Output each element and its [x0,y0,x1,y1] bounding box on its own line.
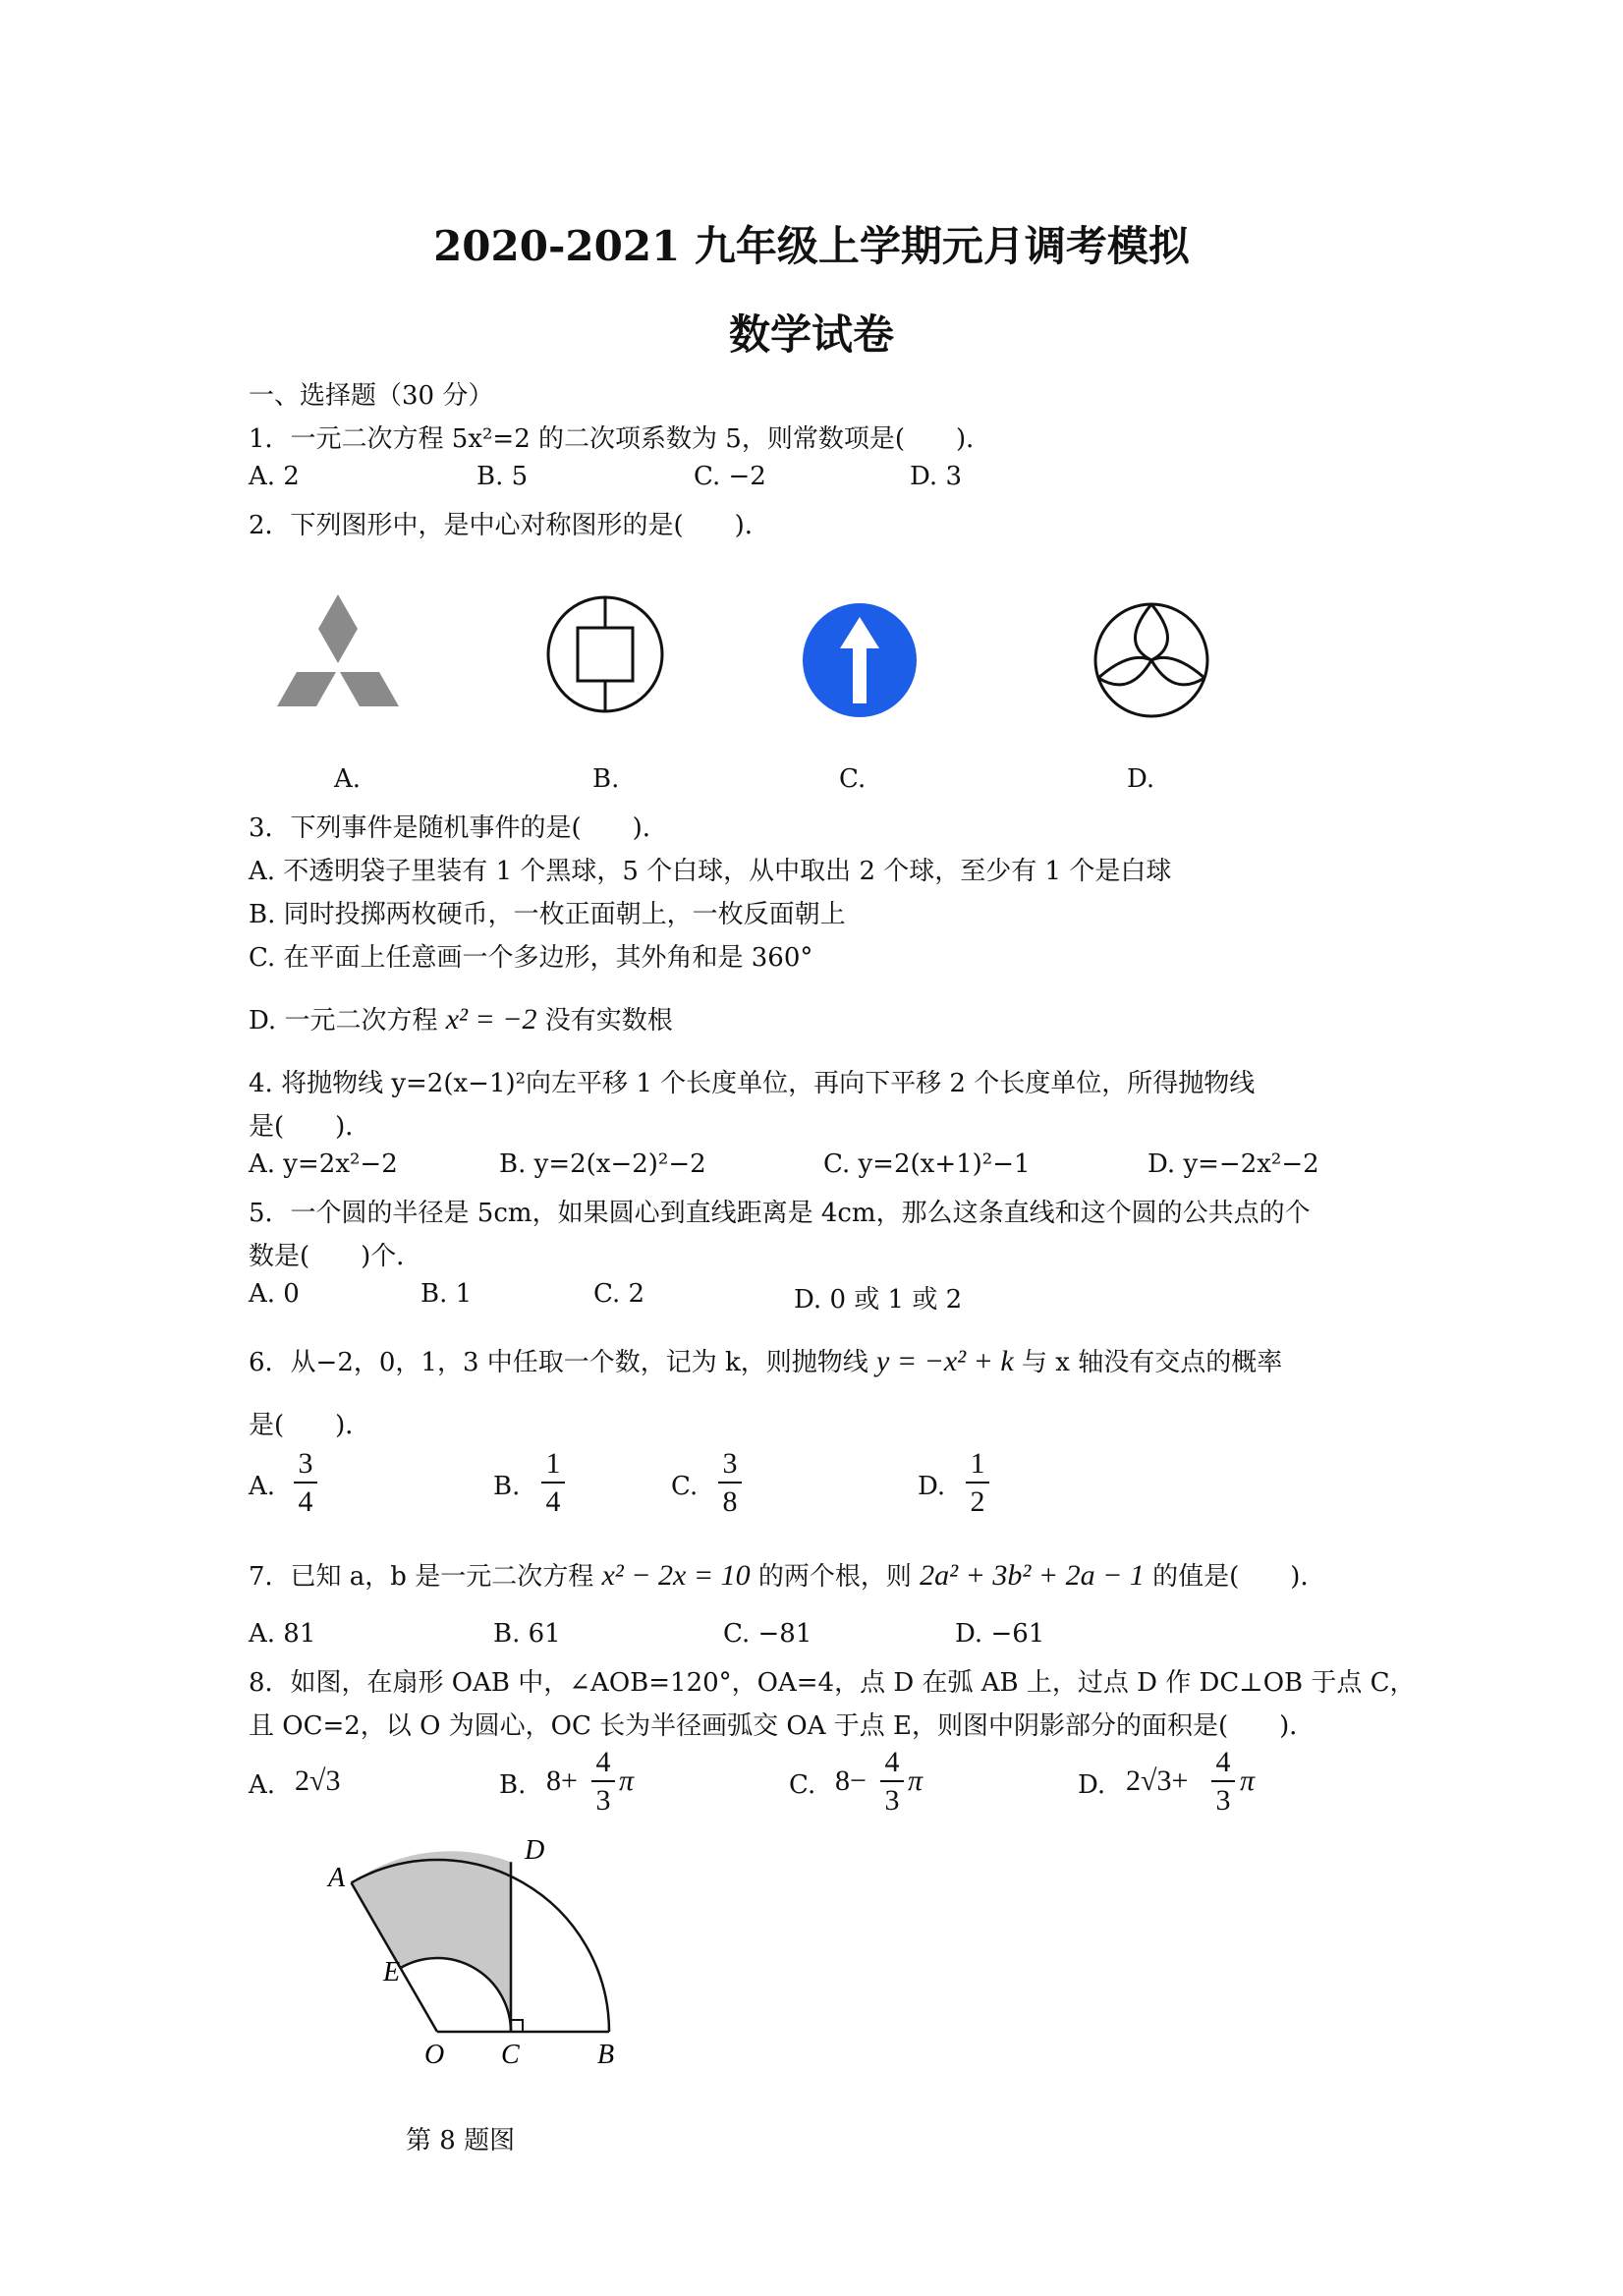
q8-option-d-pi: π [1240,1764,1256,1797]
label-e: E [383,1957,401,1988]
q1-stem: 1．一元二次方程 5x²=2 的二次项系数为 5，则常数项是( )． [249,424,992,454]
q6-stem-line1 [249,1342,1282,1378]
q3-d-suffix: 没有实数根 [544,1006,673,1036]
q5-option-d: D. 0 或 1 或 2 [794,1285,963,1315]
q1-option-c: C. −2 [694,462,766,491]
q2-option-a: A. [334,764,362,794]
q7-option-c: C. −81 [723,1619,812,1649]
q5-option-a: A. 0 [249,1279,300,1309]
section-heading: 一、选择题（30 分） [249,381,494,411]
label-o: O [424,2040,445,2070]
q6-stem-line2: 是( )． [249,1411,371,1440]
q4-stem-line1: 4. 将抛物线 y=2(x−1)²向左平移 1 个长度单位，再向下平移 2 个长度单位，所得抛物线 [249,1069,1256,1098]
q3-stem: 3．下列事件是随机事件的是( )． [249,813,668,843]
q8-option-b-prefix: 8+ [546,1764,578,1797]
q7-expression: 2a² + 3b² + 2a − 1 [920,1559,1145,1592]
figure-caption: 第 8 题图 [406,2126,516,2156]
q3-option-d [249,1000,673,1036]
q7-stem-suffix: 的值是( )． [1152,1562,1326,1592]
q8-option-b: B. [499,1770,527,1800]
sector-figure [314,1835,629,2071]
q8-option-c-prefix: 8− [835,1764,867,1797]
q6-option-b-fraction: $\frac{1}{4}$ [541,1446,565,1521]
q5-stem-line2: 数是( )个． [249,1242,422,1271]
label-c: C [501,2040,520,2070]
q4-stem-line2: 是( )． [249,1112,371,1142]
page-subtitle: 数学试卷 [728,310,894,359]
q8-option-a-value: 2√3 [295,1764,341,1797]
q2-option-d: D. [1127,764,1155,794]
q1-option-a: A. 2 [249,462,300,491]
q5-option-b: B. 1 [420,1279,473,1309]
q6-option-a-fraction: $\frac{3}{4}$ [294,1446,317,1521]
q7-stem-prefix: 7．已知 a，b 是一元二次方程 [249,1562,594,1592]
q8-option-d-prefix: 2√3+ [1126,1764,1189,1797]
q2-stem: 2．下列图形中，是中心对称图形的是( )． [249,511,770,540]
q6-option-b: B. [493,1472,521,1501]
q6-option-d: D. [918,1472,946,1501]
q2-option-c: C. [839,764,867,794]
q8-option-c: C. [789,1770,816,1800]
q3-option-b: B. 同时投掷两枚硬币，一枚正面朝上，一枚反面朝上 [249,900,846,929]
q4-option-a: A. y=2x²−2 [249,1149,398,1179]
label-b: B [597,2040,615,2070]
q6-stem-suffix: 与 x 轴没有交点的概率 [1022,1348,1283,1377]
q4-option-c: C. y=2(x+1)²−1 [823,1149,1031,1179]
label-a: A [328,1863,346,1893]
arrow-sign-figure [801,601,919,719]
q8-option-b-pi: π [619,1764,635,1797]
q6-stem-math: y = −x² + k [876,1345,1014,1377]
q6-option-d-fraction: $\frac{1}{2}$ [966,1446,989,1521]
q3-option-a: A. 不透明袋子里装有 1 个黑球，5 个白球，从中取出 2 个球，至少有 1 个是白球 [249,857,1172,886]
q3-d-prefix: D. 一元二次方程 [249,1006,438,1036]
mitsubishi-logo-figure [277,594,399,706]
q8-option-d-fraction: $\frac{4}{3}$ [1211,1745,1235,1820]
circle-petals-figure [1091,599,1212,721]
q8-option-a: A. [249,1770,276,1800]
q8-option-b-fraction: $\frac{4}{3}$ [591,1745,615,1820]
page-title: 2020-2021 九年级上学期元月调考模拟 [433,222,1190,270]
q7-option-b: B. 61 [493,1619,561,1649]
q6-option-c: C. [671,1472,699,1501]
q7-stem-mid: 的两个根，则 [757,1562,912,1592]
q7-equation: x² − 2x = 10 [601,1559,751,1592]
q4-option-d: D. y=−2x²−2 [1147,1149,1319,1179]
q3-d-math: x² = −2 [445,1003,537,1036]
q6-stem-prefix: 6．从−2，0，1，3 中任取一个数，记为 k，则抛物线 [249,1348,868,1377]
q1-option-d: D. 3 [910,462,962,491]
q7-option-a: A. 81 [249,1619,316,1649]
q8-stem-line1: 8．如图，在扇形 OAB 中，∠AOB=120°，OA=4，点 D 在弧 AB 上，过点 D 作 DC⊥OB 于点 C， [249,1668,1416,1698]
q8-option-d: D. [1078,1770,1106,1800]
q6-option-a: A. [249,1472,276,1501]
circle-square-figure [545,594,665,714]
q2-option-b: B. [592,764,620,794]
q4-option-b: B. y=2(x−2)²−2 [499,1149,706,1179]
q7-option-d: D. −61 [955,1619,1045,1649]
q8-option-c-fraction: $\frac{4}{3}$ [880,1745,904,1820]
q6-option-c-fraction: $\frac{3}{8}$ [718,1446,742,1521]
q7-stem [249,1556,1325,1593]
q8-stem-line2: 且 OC=2，以 O 为圆心，OC 长为半径画弧交 OA 于点 E，则图中阴影部分的面积是( )． [249,1711,1315,1741]
q5-option-c: C. 2 [593,1279,645,1309]
q1-option-b: B. 5 [476,462,529,491]
q3-option-c: C. 在平面上任意画一个多边形，其外角和是 360° [249,943,813,973]
q5-stem-line1: 5．一个圆的半径是 5cm，如果圆心到直线距离是 4cm，那么这条直线和这个圆的公共点的个 [249,1199,1311,1228]
label-d: D [525,1835,545,1866]
q8-option-c-pi: π [908,1764,923,1797]
